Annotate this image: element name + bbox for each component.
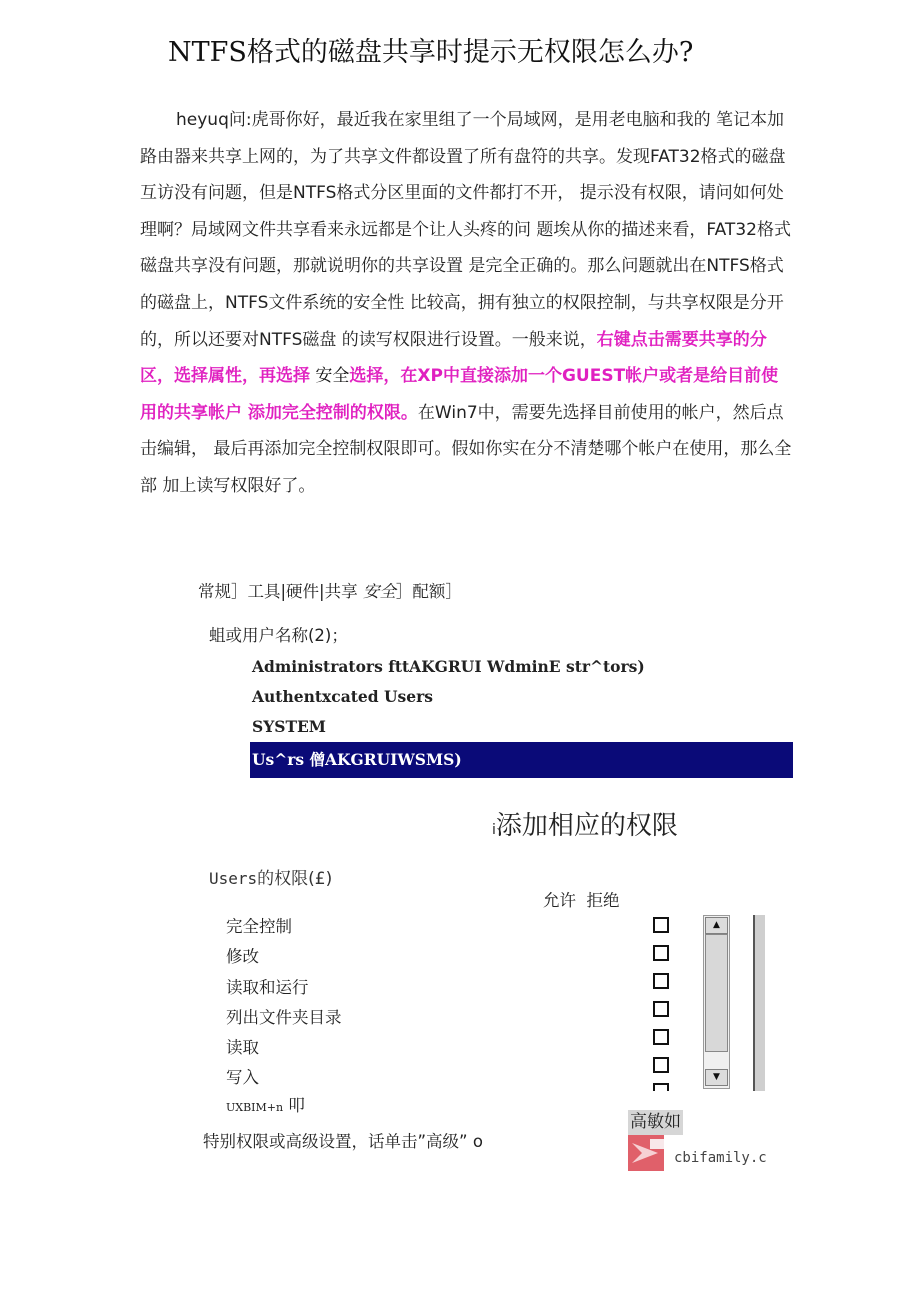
- article-text-end: 在Win7中，需要先选择目前使用的帐户，然后点击编辑， 最后再添加完全控制权限即可。假如你实在分不清楚哪个帐户在使用，那么全部 加上读写权限好了。: [140, 402, 792, 496]
- advanced-button[interactable]: 高敏如: [628, 1110, 683, 1135]
- properties-tabs: [198, 578, 462, 602]
- advanced-hint: 特别权限或高级设置，话单击”高级” o: [203, 1132, 483, 1151]
- article-body: [140, 102, 792, 505]
- dialog-edge: [753, 915, 765, 1091]
- highlight-text-2: 选择，在XP中直接添加一个GUEST帐户或者是给目前使用的共享帐户 添加完全控制的权限。: [140, 366, 779, 423]
- checkbox-read[interactable]: [653, 1029, 669, 1045]
- user-row-system[interactable]: SYSTEM: [252, 717, 326, 736]
- tab-security[interactable]: 安全: [362, 582, 396, 601]
- tab-quota[interactable]: ］配额］: [395, 582, 462, 601]
- perm-full-control: 完全控制: [226, 917, 292, 936]
- checkbox-write[interactable]: [653, 1057, 669, 1073]
- article-text: heyuq问:虎哥你好，最近我在家里组了一个局域网，是用老电脑和我的 笔记本加路由器来共享上网的，为了共享文件都设置了所有盘符的共享。发现FAT32格式的磁盘互访没有问题，但是NTFS格式分区里面的文件都打不开， 提示没有权限，请问如何处理啊？局域网文件共享看来永远都是个让人头疼的问 题埃从你的描述来看，FAT32格式磁盘共享没有问题，那就说明你的共享设置 是完全正确的。那么问题就出在NTFS格式的磁盘上，NTFS文件系统的安全性 比较高，拥有独立的权限控制，与共享权限是分开的，所以还要对NTFS磁盘 的读写权限进行设置。一般来说，: [140, 110, 791, 350]
- perm-list-folder: 列出文件夹目录: [226, 1007, 342, 1027]
- caption-text: 添加相应的权限: [495, 811, 678, 841]
- permissions-scrollbar[interactable]: [703, 915, 730, 1089]
- col-allow: 允许: [543, 891, 576, 910]
- scroll-down-icon[interactable]: ▼: [705, 1069, 728, 1086]
- perm-special: [226, 1092, 305, 1116]
- scroll-up-icon[interactable]: ▲: [705, 917, 728, 934]
- perm-special-code: UXBIM+n: [226, 1101, 284, 1114]
- perm-write: 写入: [226, 1068, 259, 1088]
- caption-prefix: i: [492, 822, 496, 838]
- permission-list: [226, 912, 342, 1094]
- permissions-label-user: Users: [209, 869, 258, 888]
- permissions-label-suffix: 的权限(£): [257, 869, 333, 889]
- user-row-authenticated[interactable]: Authentxcated Users: [252, 687, 433, 706]
- security-tab-mention: 安全: [310, 366, 350, 387]
- perm-read-execute: 读取和运行: [226, 977, 309, 997]
- checkbox-full-control[interactable]: [653, 917, 669, 933]
- figure-caption: [492, 805, 678, 842]
- user-list: [250, 652, 793, 778]
- perm-special-char: 叩: [288, 1096, 305, 1115]
- checkbox-special[interactable]: [653, 1083, 669, 1091]
- highlight-text: 右键点击需要共享的分区，选择属性，再选择: [140, 329, 767, 387]
- checkbox-list-folder[interactable]: [653, 1001, 669, 1017]
- group-user-label: 蛆或用户名称(2)；: [209, 626, 348, 645]
- col-deny: 拒绝: [586, 891, 620, 910]
- user-row-administrators[interactable]: Administrators fttAKGRUI WdminE str^tors): [252, 657, 645, 676]
- permission-column-headers: [543, 887, 620, 911]
- perm-modify: 修改: [226, 947, 259, 967]
- article-paragraph: [140, 102, 792, 505]
- page-title: NTFS格式的磁盘共享时提示无权限怎么办?: [168, 37, 694, 68]
- tabs-general[interactable]: 常规］工具|硬件|共享: [198, 582, 358, 601]
- scroll-thumb[interactable]: [705, 934, 728, 1052]
- user-row-users-selected[interactable]: Us^rs 僧AKGRUIWSMS): [250, 742, 793, 778]
- site-logo-icon: [628, 1135, 664, 1171]
- site-watermark: cbifamily.c: [674, 1150, 767, 1166]
- checkbox-modify[interactable]: [653, 945, 669, 961]
- checkbox-read-execute[interactable]: [653, 973, 669, 989]
- perm-read: 读取: [226, 1038, 259, 1058]
- permissions-label: [209, 864, 332, 889]
